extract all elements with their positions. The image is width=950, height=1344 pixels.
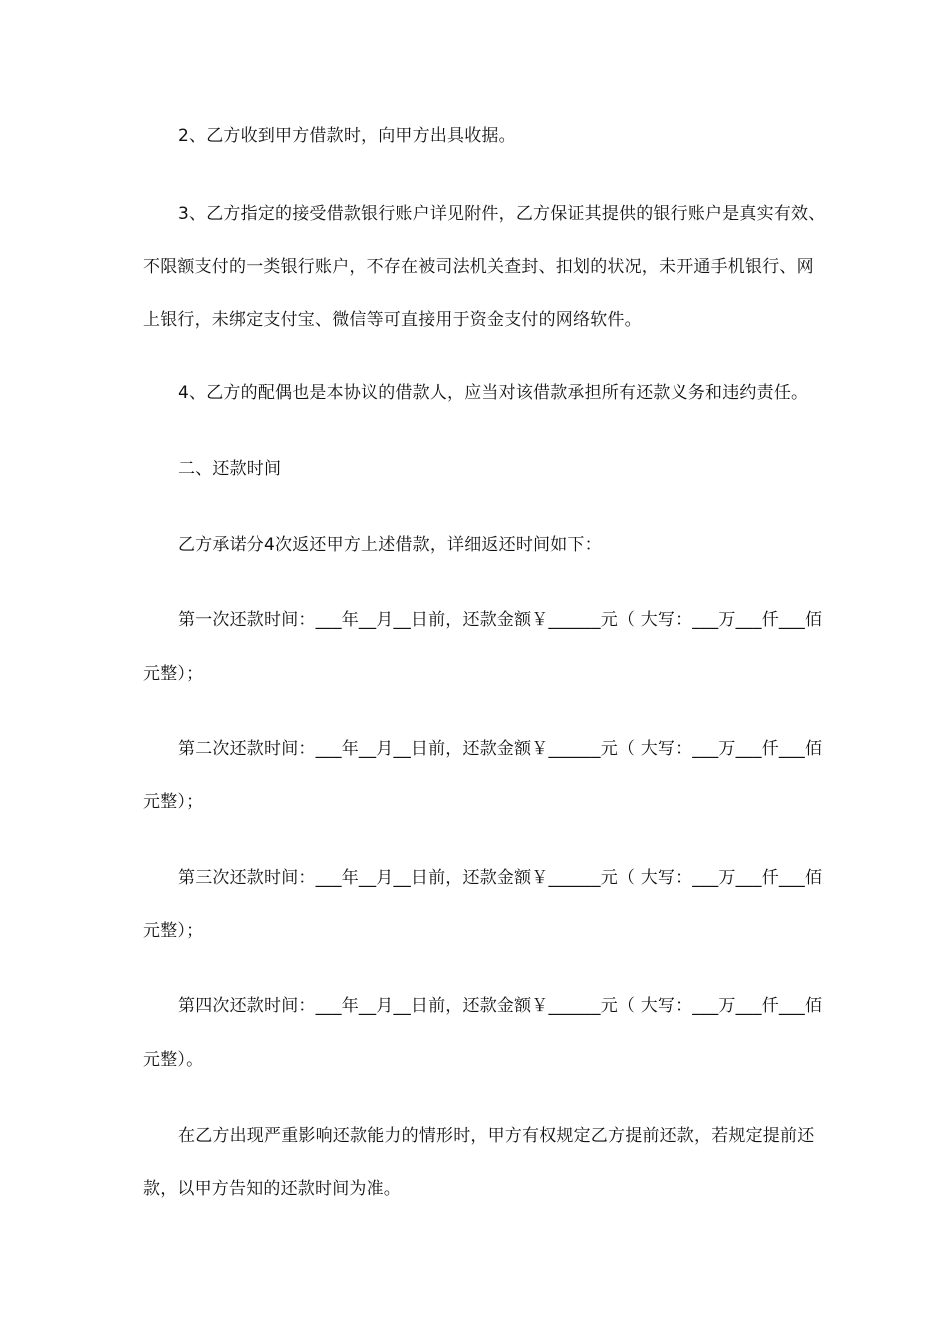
installment-3-line-2: 元整）； xyxy=(143,921,204,941)
installment-2-line-2: 元整）； xyxy=(143,792,204,812)
clause-4-text: 4、乙方的配偶也是本协议的借款人，应当对该借款承担所有还款义务和违约责任。 xyxy=(178,383,809,403)
installment-3-line-1: 第三次还款时间：___年__月__日前，还款金额￥______元（ 大写：___万___仟___佰 xyxy=(178,868,823,888)
clause-3-line-2: 不限额支付的一类银行账户，不存在被司法机关查封、扣划的状况，未开通手机银行、网 xyxy=(143,257,814,277)
repayment-intro: 乙方承诺分4次返还甲方上述借款，详细返还时间如下： xyxy=(178,535,602,555)
clause-3-line-1: 3、乙方指定的接受借款银行账户详见附件，乙方保证其提供的银行账户是真实有效、 xyxy=(178,204,826,224)
clause-2-text: 2、乙方收到甲方借款时，向甲方出具收据。 xyxy=(178,126,516,146)
closing-line-2: 款，以甲方告知的还款时间为准。 xyxy=(143,1179,401,1199)
installment-1-line-2: 元整）； xyxy=(143,664,204,684)
installment-1-line-1: 第一次还款时间：___年__月__日前，还款金额￥______元（ 大写：___万___仟___佰 xyxy=(178,610,823,630)
section-heading: 二、还款时间 xyxy=(178,459,282,479)
installment-2-line-1: 第二次还款时间：___年__月__日前，还款金额￥______元（ 大写：___万___仟___佰 xyxy=(178,739,823,759)
clause-3-line-3: 上银行，未绑定支付宝、微信等可直接用于资金支付的网络软件。 xyxy=(143,310,642,330)
installment-4-line-2: 元整）。 xyxy=(143,1050,204,1070)
installment-4-line-1: 第四次还款时间：___年__月__日前，还款金额￥______元（ 大写：___万___仟___佰 xyxy=(178,996,823,1016)
closing-line-1: 在乙方出现严重影响还款能力的情形时，甲方有权规定乙方提前还款，若规定提前还 xyxy=(178,1126,815,1146)
